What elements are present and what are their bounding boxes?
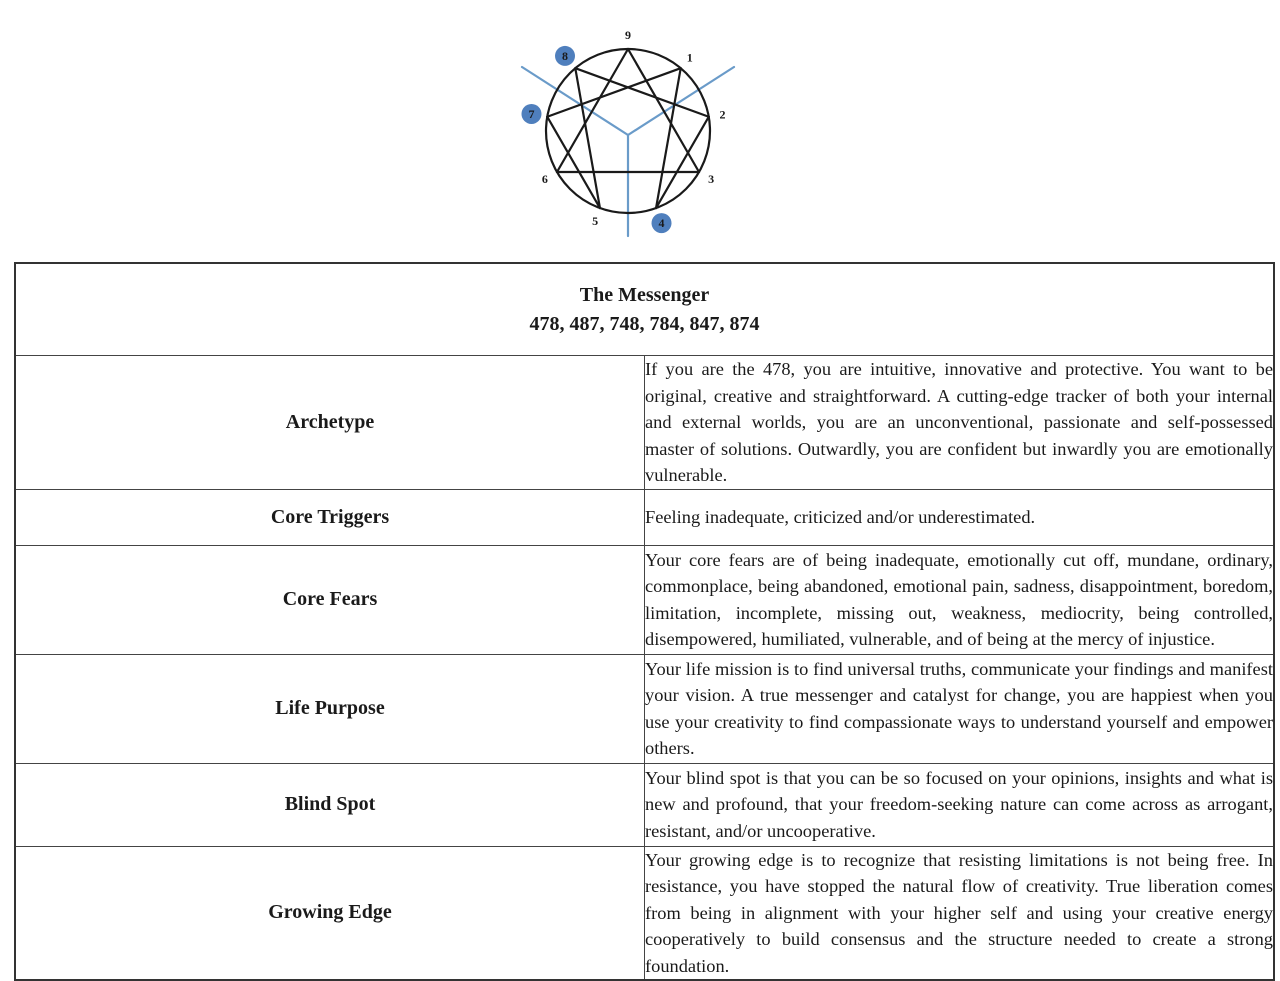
row-label-core-fears: Core Fears xyxy=(15,545,645,654)
row-label-archetype: Archetype xyxy=(15,356,645,490)
point-label-7: 7 xyxy=(528,106,535,121)
point-label-1: 1 xyxy=(686,50,693,65)
row-text-archetype: If you are the 478, you are intuitive, innovative and protective. You want to be original, creative and straightforward. A cutting-edge tracker of both your internal and external worlds, you are an unconventional, passionate and self-possessed master of solutions. Outwardly, you are confident but inwardly you are emotionally vulnerable. xyxy=(645,356,1275,490)
table-row xyxy=(15,545,1274,654)
table-header xyxy=(15,263,1274,356)
point-label-5: 5 xyxy=(592,214,599,229)
row-text-life-purpose: Your life mission is to find universal truths, communicate your findings and manifest your vision. A true messenger and catalyst for change, you are happiest when you use your creativity to find compassionate ways to understand yourself and empower others. xyxy=(645,654,1275,763)
point-label-2: 2 xyxy=(719,107,726,122)
point-label-8: 8 xyxy=(562,48,569,63)
enneagram-diagram xyxy=(510,18,750,243)
row-text-core-triggers: Feeling inadequate, criticized and/or underestimated. xyxy=(645,489,1275,545)
table-row xyxy=(15,489,1274,545)
point-label-4: 4 xyxy=(658,216,665,231)
row-label-growing-edge: Growing Edge xyxy=(15,846,645,980)
table-row xyxy=(15,846,1274,980)
row-label-core-triggers: Core Triggers xyxy=(15,489,645,545)
row-text-growing-edge: Your growing edge is to recognize that resisting limitations is not being free. In resistance, you have stopped the natural flow of creativity. True liberation comes from being in alignment with your higher self and using your creative energy cooperatively to build consensus and the structure needed to create a strong foundation. xyxy=(645,846,1275,980)
table-row xyxy=(15,763,1274,846)
profile-table xyxy=(14,262,1275,981)
row-text-blind-spot: Your blind spot is that you can be so focused on your opinions, insights and what is new and profound, that your freedom-seeking nature can come across as arrogant, resistant, and/or uncooperative. xyxy=(645,763,1275,846)
profile-codes: 478, 487, 748, 784, 847, 874 xyxy=(529,312,760,335)
point-label-3: 3 xyxy=(708,172,715,186)
row-label-blind-spot: Blind Spot xyxy=(15,763,645,846)
point-label-6: 6 xyxy=(541,172,548,186)
table-header-row xyxy=(15,263,1274,356)
point-label-9: 9 xyxy=(625,28,631,42)
table-row xyxy=(15,356,1274,490)
row-text-core-fears: Your core fears are of being inadequate, emotionally cut off, mundane, ordinary, commonplace, being abandoned, emotional pain, sadness, disappointment, boredom, limitation, incomplete, missing out, weakness, mediocrity, being controlled, disempowered, humiliated, vulnerable, and of being at the mercy of injustice. xyxy=(645,545,1275,654)
tritype-lines xyxy=(522,67,734,236)
table-row xyxy=(15,654,1274,763)
profile-title: The Messenger xyxy=(579,283,710,306)
row-label-life-purpose: Life Purpose xyxy=(15,654,645,763)
